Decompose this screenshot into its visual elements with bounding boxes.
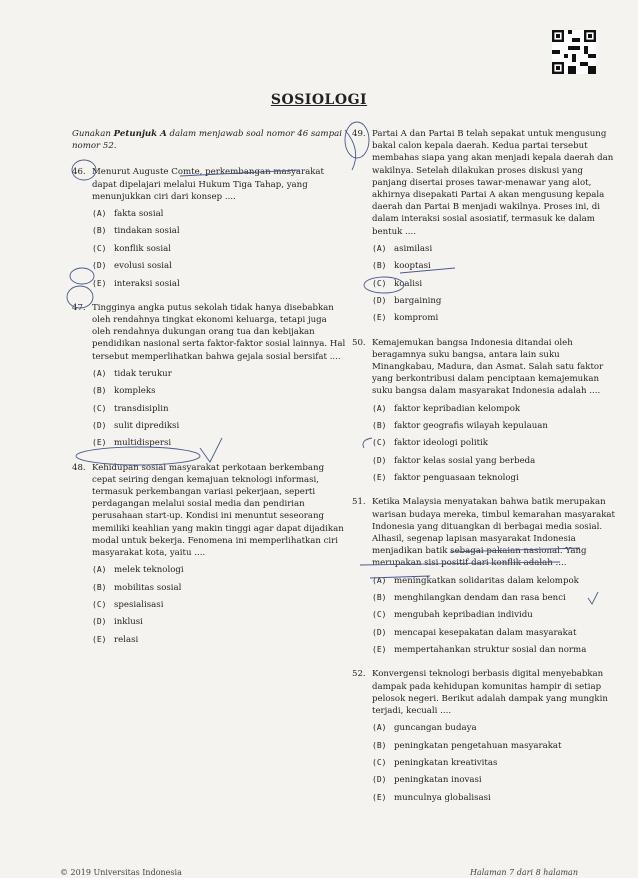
answer-option[interactable] <box>92 385 347 397</box>
footer-page-number: Halaman 7 dari 8 halaman <box>470 868 578 877</box>
question-list-right <box>352 128 618 804</box>
question-list-left <box>72 166 347 646</box>
option-letter: (E) <box>372 645 387 655</box>
question-text: Kemajemukan bangsa Indonesia ditandai oleh beragamnya suku bangsa, antara lain suku Minangkabau, Madura, dan Asmat. Salah satu faktor yang berkontribusi dalam penciptaan kemajemukan suku bangsa dalam masyarakat Indonesia adalah .... <box>372 337 604 397</box>
question-text: Tingginya angka putus sekolah tidak hanya disebabkan oleh rendahnya tingkat ekonomi keluarga, tetapi juga oleh rendahnya dukungan orang tua dan kebijakan pendidikan nasional serta faktor-faktor sosial lainnya. Hal tersebut memperlihatkan bahwa gejala sosial bersifat .... <box>92 302 346 362</box>
answer-option[interactable] <box>372 455 618 467</box>
answer-option[interactable] <box>372 740 618 752</box>
right-column <box>352 128 618 816</box>
answer-option[interactable] <box>92 243 347 255</box>
answer-option[interactable] <box>372 722 618 734</box>
option-text: asimilasi <box>394 243 433 254</box>
option-letter: (B) <box>372 421 387 430</box>
option-letter: (C) <box>372 278 387 288</box>
question-text: Kehidupan sosial masyarakat perkotaan berkembang cepat seiring dengan kemajuan teknologi informasi, termasuk perkembangan variasi pekerjaan, seperti perdagangan melalui sosial media dan pendirian perusahaan start-up. Kondisi ini menuntut seseorang memiliki keahlian yang makin tinggi agar dapat dijadikan modal untuk bekerja. Fenomena ini memperlihatkan ciri masyarakat kota, yaitu .... <box>92 462 344 558</box>
option-text: meningkatkan solidaritas dalam kelompok <box>394 575 579 586</box>
answer-option[interactable] <box>372 278 618 290</box>
option-letter: (E) <box>92 278 107 288</box>
option-text: peningkatan pengetahuan masyarakat <box>394 740 562 751</box>
option-text: evolusi sosial <box>114 261 172 272</box>
answer-option[interactable] <box>92 599 347 611</box>
answer-option[interactable] <box>92 437 347 449</box>
option-letter: (D) <box>92 420 107 430</box>
answer-option[interactable] <box>372 420 618 432</box>
option-text: faktor geografis wilayah kepulauan <box>394 421 548 431</box>
answer-option[interactable] <box>372 774 618 786</box>
option-text: inklusi <box>114 617 143 628</box>
question-text: Konvergensi teknologi berbasis digital menyebabkan dampak pada kehidupan komunitas hampir di setiap pelosok negeri. Berikut adalah dampak yang mungkin terjadi, kecuali .... <box>372 669 608 716</box>
option-letter: (B) <box>92 226 107 236</box>
answer-options <box>92 564 347 646</box>
option-text: peningkatan kreativitas <box>394 757 498 768</box>
answer-options <box>92 368 347 450</box>
option-text: faktor kepribadian kelompok <box>394 403 521 414</box>
option-text: koalisi <box>394 278 423 289</box>
option-text: multidispersi <box>114 438 172 449</box>
option-text: kompleks <box>114 386 156 397</box>
option-letter: (B) <box>372 261 387 271</box>
option-text: peningkatan inovasi <box>394 775 482 786</box>
answer-option[interactable] <box>372 627 618 639</box>
option-text: mobilitas sosial <box>114 582 182 593</box>
option-letter: (A) <box>92 368 107 378</box>
option-text: guncangan budaya <box>394 723 477 734</box>
answer-option[interactable] <box>372 792 618 804</box>
answer-option[interactable] <box>372 312 618 324</box>
option-text: spesialisasi <box>114 599 164 610</box>
answer-option[interactable] <box>92 368 347 380</box>
question-text: Menurut Auguste Comte, perkembangan masyarakat dapat dipelajari melalui Hukum Tiga Tahap, yang menunjukkan ciri dari konsep .... <box>92 167 325 202</box>
answer-option[interactable] <box>372 260 618 272</box>
answer-option[interactable] <box>372 403 618 415</box>
option-letter: (D) <box>372 296 387 305</box>
option-text: transdisiplin <box>114 403 169 414</box>
option-text: menghilangkan dendam dan rasa benci <box>394 592 566 603</box>
answer-option[interactable] <box>92 564 347 576</box>
option-letter: (A) <box>92 209 107 219</box>
option-text: sulit diprediksi <box>114 420 180 431</box>
option-letter: (A) <box>372 403 387 413</box>
option-letter: (B) <box>372 592 387 602</box>
answer-option[interactable] <box>372 472 618 484</box>
answer-options <box>92 208 347 290</box>
option-letter: (D) <box>92 261 107 271</box>
option-letter: (A) <box>372 575 387 585</box>
answer-option[interactable] <box>372 609 618 621</box>
option-text: mencapai kesepakatan dalam masyarakat <box>394 627 577 638</box>
question-number: 48. <box>72 462 86 473</box>
question-number: 49. <box>352 129 366 139</box>
question-number: 46. <box>72 167 86 178</box>
question-item <box>352 128 618 325</box>
instructions: Gunakan Petunjuk A dalam menjawab soal nomor 46 sampai nomor 52. <box>72 129 342 152</box>
option-letter: (B) <box>372 740 387 750</box>
answer-option[interactable] <box>92 225 347 237</box>
option-text: relasi <box>114 634 139 645</box>
option-letter: (E) <box>372 313 387 323</box>
answer-option[interactable] <box>92 260 347 272</box>
question-item <box>352 337 618 485</box>
option-letter: (B) <box>92 386 107 396</box>
question-item <box>352 668 618 804</box>
qr-code-icon <box>552 30 596 74</box>
question-item <box>72 462 347 646</box>
option-text: faktor ideologi politik <box>394 438 488 449</box>
option-text: faktor kelas sosial yang berbeda <box>394 455 536 466</box>
option-text: faktor penguasaan teknologi <box>394 473 519 484</box>
option-letter: (E) <box>372 792 387 802</box>
option-text: melek teknologi <box>114 565 184 576</box>
question-number: 51. <box>352 497 366 508</box>
option-letter: (C) <box>372 757 387 767</box>
answer-option[interactable] <box>372 644 618 656</box>
option-text: bargaining <box>394 296 442 306</box>
answer-option[interactable] <box>372 757 618 769</box>
answer-option[interactable] <box>92 208 347 220</box>
answer-option[interactable] <box>92 420 347 432</box>
question-number: 52. <box>352 669 366 680</box>
question-text: Ketika Malaysia menyatakan bahwa batik merupakan warisan budaya mereka, timbul kemarahan masyarakat Indonesia yang dituangkan di berbagai media sosial. Alhasil, segenap lapisan masyarakat Indonesia menjadikan batik sebagai pakaian nasional. Yang merupakan sisi positif dari konflik adalah .... <box>372 497 615 569</box>
option-text: tidak terukur <box>114 368 172 379</box>
option-letter: (D) <box>92 617 107 627</box>
option-letter: (E) <box>92 634 107 644</box>
option-letter: (D) <box>372 627 387 637</box>
option-letter: (D) <box>372 775 387 785</box>
question-item <box>352 496 618 656</box>
option-text: munculnya globalisasi <box>394 792 491 803</box>
answer-option[interactable] <box>372 575 618 587</box>
page-title: SOSIOLOGI <box>270 92 368 108</box>
option-letter: (B) <box>92 582 107 592</box>
option-text: mengubah kepribadian individu <box>394 610 533 621</box>
question-number: 50. <box>352 337 366 348</box>
option-letter: (C) <box>372 610 387 620</box>
answer-option[interactable] <box>372 243 618 255</box>
answer-options <box>372 403 618 485</box>
answer-option[interactable] <box>92 278 347 290</box>
answer-option[interactable] <box>372 592 618 604</box>
question-number: 47. <box>72 302 86 313</box>
question-item <box>72 302 347 450</box>
option-letter: (D) <box>372 455 387 465</box>
option-text: mempertahankan struktur sosial dan norma <box>394 645 587 656</box>
option-letter: (A) <box>372 723 387 733</box>
answer-option[interactable] <box>92 582 347 594</box>
option-text: kooptasi <box>394 261 431 272</box>
answer-options <box>372 575 618 657</box>
option-letter: (C) <box>372 438 387 448</box>
answer-option[interactable] <box>92 403 347 415</box>
left-column <box>72 128 347 658</box>
answer-option[interactable] <box>372 437 618 449</box>
option-text: interaksi sosial <box>114 278 180 289</box>
answer-options <box>372 243 618 325</box>
question-text: Partai A dan Partai B telah sepakat untuk mengusung bakal calon kepala daerah. Kedua partai tersebut membahas siapa yang akan menjadi kepala daerah dan wakilnya. Setelah dilakukan proses diskusi yang panjang disertai proses tawar-menawar yang alot, akhirnya disepakati Partai A akan mengusung kepala daerah dan Partai B menjadi wakilnya. Proses ini, di dalam interaksi sosial asosiatif, termasuk ke dalam bentuk .... <box>372 129 614 237</box>
answer-options <box>372 722 618 804</box>
answer-option[interactable] <box>92 634 347 646</box>
option-letter: (C) <box>92 403 107 413</box>
question-item <box>72 166 347 289</box>
footer-copyright: © 2019 Universitas Indonesia <box>60 868 182 877</box>
option-letter: (A) <box>92 565 107 575</box>
option-letter: (E) <box>372 473 387 483</box>
option-letter: (A) <box>372 243 387 253</box>
answer-option[interactable] <box>372 295 618 307</box>
option-text: konflik sosial <box>114 243 171 254</box>
option-letter: (E) <box>92 438 107 448</box>
option-text: kompromi <box>394 313 439 324</box>
option-letter: (C) <box>92 599 107 609</box>
option-text: tindakan sosial <box>114 226 180 237</box>
answer-option[interactable] <box>92 616 347 628</box>
option-letter: (C) <box>92 243 107 253</box>
option-text: fakta sosial <box>114 209 164 220</box>
